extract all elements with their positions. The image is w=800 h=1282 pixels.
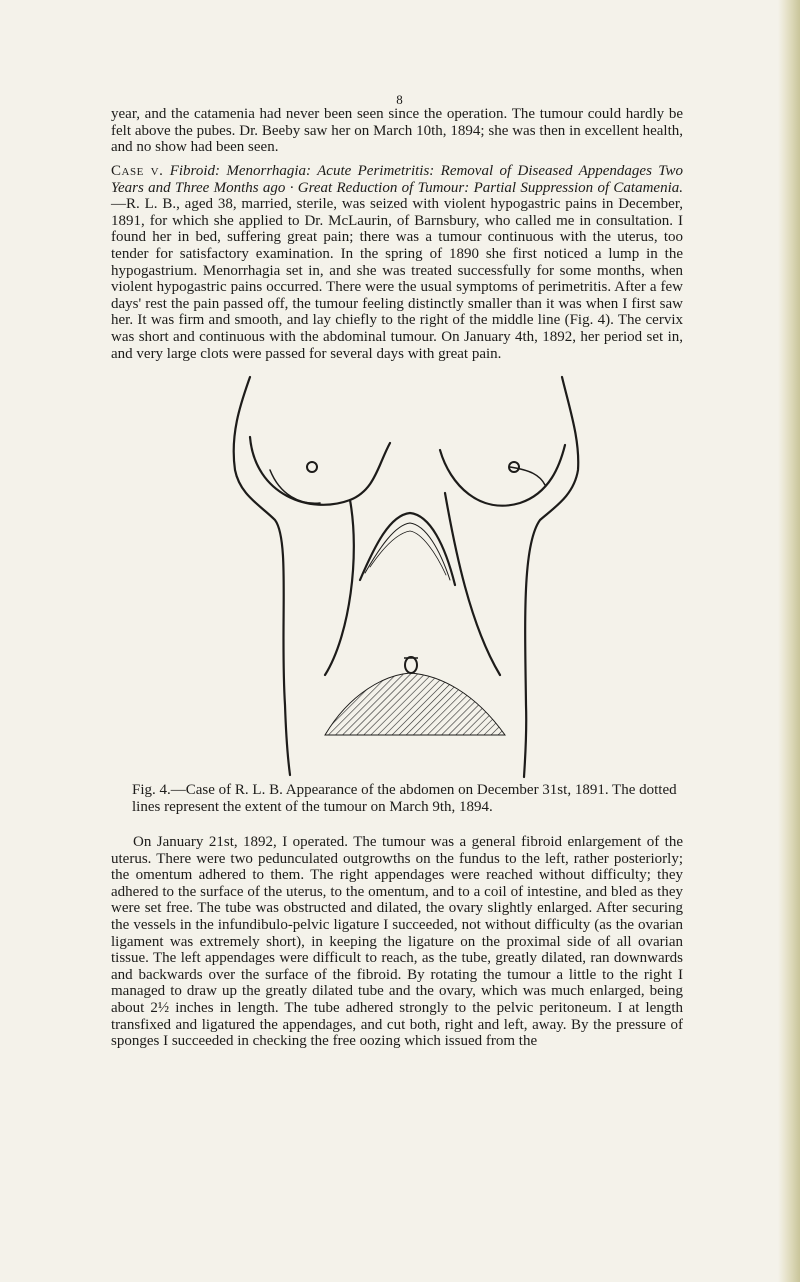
left-body-outline bbox=[234, 377, 290, 775]
scan-page-edge bbox=[778, 0, 800, 1282]
paragraph-intro-text: year, and the catamenia had never been seen since the operation. The tumour could hardly be felt above the pubes. Dr. Beeby saw her on March 10th, 1894; she was then in excellent health, and no show had been seen. bbox=[111, 106, 683, 156]
figure-caption bbox=[132, 782, 684, 815]
pubic-hatched-area bbox=[325, 673, 505, 735]
paragraph-intro bbox=[111, 106, 683, 156]
figure-caption-text: —Case of R. L. B. Appearance of the abdomen on December 31st, 1891. The dotted lines represent the extent of the tumour on March 9th, 1894. bbox=[132, 782, 677, 815]
right-body-outline bbox=[524, 377, 578, 777]
left-nipple-mark bbox=[307, 462, 317, 472]
paragraph-operation bbox=[111, 834, 683, 1050]
abdomen-outline-drawing bbox=[200, 375, 620, 780]
right-breast-outline bbox=[440, 445, 565, 506]
case-title: Fibroid: Menorrhagia: Acute Perimetritis: Removal of Diseased Appendages Two Years and Three Months ago · Great Reduction of Tumour: Partial Suppression of Catamenia. bbox=[111, 163, 684, 196]
case-body: —R. L. B., aged 38, married, sterile, was seized with violent hypogastric pains in December, 1891, for which she applied to Dr. McLaurin, of Barnsbury, who called me in consultation. I found her in bed, suffering great pain; there was a tumour continuous with the uterus, too tender for satisfactory examination. In the spring of 1890 she first noticed a lump in the hypogastrium. Menorrhagia set in, and she was treated successfully for some months, when violent hypogastric pains occurred. There were the usual symptoms of perimetritis. After a few days' rest the pain passed off, the tumour feeling distinctly smaller than it was when I first saw her. It was firm and smooth, and lay chiefly to the right of the middle line (Fig. 4). The cervix was short and continuous with the abdominal tumour. On January 4th, 1892, her period set in, and very large clots were passed for several days with great pain. bbox=[111, 196, 683, 362]
page-number: 8 bbox=[396, 92, 404, 107]
paragraph-operation-text: On January 21st, 1892, I operated. The tumour was a general fibroid enlargement of the uterus. There were two pedunculated outgrowths on the fundus to the left, rather posteriorly; the omentum adhered to them. The right appendages were reached without difficulty; they adhered to the surface of the uterus, to the omentum, and to a coil of intestine, and bled as they were set free. The tube was obstructed and dilated, the ovary slightly enlarged. After securing the vessels in the infundibulo-pelvic ligature I succeeded, not without difficulty (as the ovarian ligament was extremely short), in keeping the ligature on the proximal side of all ovarian tissue. The left appendages were difficult to reach, as the tube, greatly dilated, ran downwards and backwards over the surface of the fibroid. By rotating the tumour a little to the right I managed to draw up the greatly dilated tube and the ovary, which was much enlarged, being about 2½ inches in length. The tube adhered strongly to the pelvic peritoneum. I at length transfixed and ligatured the appendages, and cut both, right and left, away. By the pressure of sponges I succeeded in checking the free oozing which issued from the bbox=[111, 834, 683, 1050]
figure-abdomen-diagram bbox=[200, 375, 620, 780]
figure-caption-label: Fig. 4. bbox=[132, 782, 171, 798]
case-label: Case v. bbox=[111, 163, 164, 179]
case-paragraph bbox=[111, 163, 683, 362]
umbilicus-mark bbox=[405, 657, 417, 673]
